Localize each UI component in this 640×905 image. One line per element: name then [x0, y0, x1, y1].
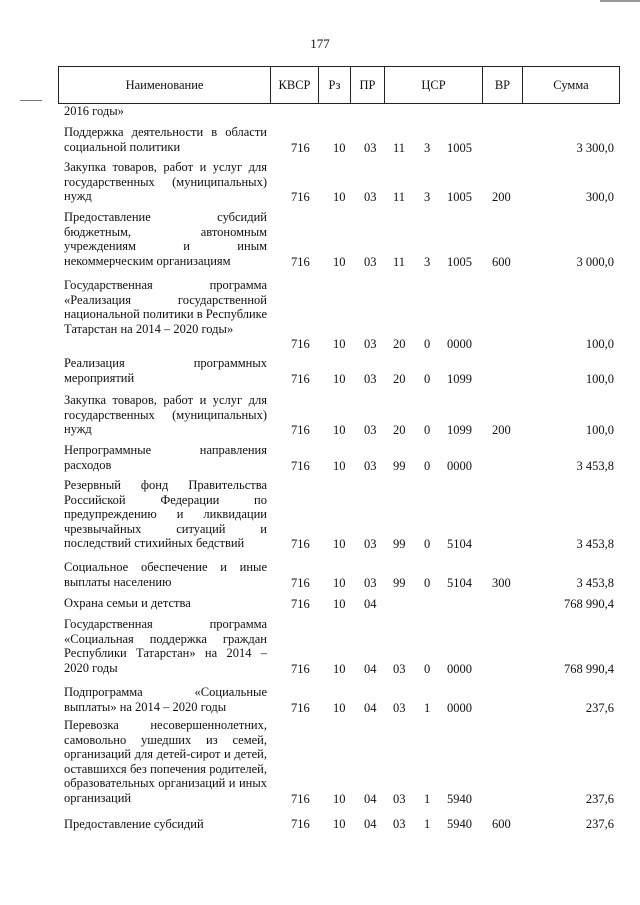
- header-vr: ВР: [483, 67, 523, 103]
- cell-sum: 3 000,0: [576, 254, 614, 269]
- cell-vr: 200: [492, 423, 511, 438]
- row-name: Государственная программа «Социальная поддержка граждан Республики Татарстан» на 2014 – 2020 годы: [64, 617, 267, 675]
- cell-sum: 3 453,8: [576, 458, 614, 473]
- cell-sum: 100,0: [585, 371, 614, 386]
- cell-pr: 04: [364, 817, 377, 831]
- cell-vr: 200: [492, 190, 511, 205]
- header-rz: Рз: [319, 67, 351, 103]
- header-csr: ЦСР: [385, 67, 483, 103]
- row-name: Закупка товаров, работ и услуг для государственных (муниципальных) нужд: [64, 393, 267, 437]
- cell-kvsr: 716: [291, 537, 310, 552]
- cell-kvsr: 716: [291, 458, 310, 473]
- cell-c2: 1: [424, 792, 431, 806]
- cell-c3: 0000: [447, 661, 472, 676]
- cell-c2: 0: [424, 458, 431, 473]
- cell-c2: 1: [424, 817, 431, 831]
- row-name: Предоставление субсидий: [64, 817, 204, 831]
- cell-kvsr: 716: [291, 190, 310, 205]
- cell-c2: 3: [424, 190, 431, 205]
- cell-c1: 11: [393, 140, 406, 155]
- cell-c2: 0: [424, 371, 431, 386]
- cell-sum: 237,6: [585, 700, 614, 715]
- cell-c3: 5104: [447, 575, 472, 590]
- cell-rz: 10: [333, 817, 346, 831]
- cell-kvsr: 716: [291, 575, 310, 590]
- cell-kvsr: 716: [291, 661, 310, 676]
- cell-c2: 0: [424, 423, 431, 438]
- cell-pr: 03: [364, 458, 377, 473]
- cell-c3: 1005: [447, 254, 472, 269]
- cell-c1: 99: [393, 537, 406, 552]
- cell-sum: 100,0: [585, 423, 614, 438]
- cell-c2: 3: [424, 140, 431, 155]
- row-name: 2016 годы»: [64, 104, 124, 118]
- cell-c1: 99: [393, 458, 406, 473]
- row-name: Резервный фонд Правительства Российской Федерации по предупреждению и ликвидации чрезвычайных ситуаций и последствий стихийных бедствий: [64, 478, 267, 551]
- row-name: Закупка товаров, работ и услуг для государственных (муниципальных) нужд: [64, 160, 267, 204]
- cell-c3: 1099: [447, 423, 472, 438]
- cell-rz: 10: [333, 700, 346, 715]
- row-name: Непрограммные направления расходов: [64, 443, 267, 472]
- cell-kvsr: 716: [291, 700, 310, 715]
- row-name: Государственная программа «Реализация государственной национальной политики в Республике Татарстан на 2014 – 2020 годы»: [64, 278, 267, 336]
- cell-rz: 10: [333, 337, 346, 352]
- cell-pr: 04: [364, 661, 377, 676]
- cell-c2: 0: [424, 537, 431, 552]
- row-name: Охрана семьи и детства: [64, 596, 191, 610]
- cell-sum: 3 453,8: [576, 537, 614, 552]
- cell-sum: 768 990,4: [564, 661, 614, 676]
- cell-c2: 3: [424, 254, 431, 269]
- row-name: Реализация программных мероприятий: [64, 356, 267, 385]
- cell-sum: 300,0: [585, 190, 614, 205]
- cell-kvsr: 716: [291, 423, 310, 438]
- cell-pr: 04: [364, 792, 377, 806]
- cell-c1: 11: [393, 190, 406, 205]
- row-name: Перевозка несовершеннолетних, самовольно ушедших из семей, организаций для детей-сирот и детей, оставшихся без попечения родителей, образовательных организаций и иных организаций: [64, 718, 267, 805]
- margin-mark: [20, 100, 42, 101]
- cell-c1: 11: [393, 254, 406, 269]
- cell-rz: 10: [333, 423, 346, 438]
- cell-rz: 10: [333, 371, 346, 386]
- cell-rz: 10: [333, 140, 346, 155]
- cell-pr: 03: [364, 371, 377, 386]
- row-name: Подпрограмма «Социальные выплаты» на 2014 – 2020 годы: [64, 685, 267, 714]
- cell-c3: 5940: [447, 817, 472, 831]
- cell-c3: 5940: [447, 792, 472, 806]
- table-header: [58, 66, 620, 104]
- cell-c1: 20: [393, 337, 406, 352]
- cell-pr: 03: [364, 337, 377, 352]
- cell-c1: 20: [393, 423, 406, 438]
- cell-pr: 04: [364, 597, 377, 611]
- cell-rz: 10: [333, 597, 346, 611]
- cell-c2: 0: [424, 575, 431, 590]
- cell-kvsr: 716: [291, 337, 310, 352]
- cell-pr: 03: [364, 537, 377, 552]
- cell-c3: 1099: [447, 371, 472, 386]
- cell-c3: 5104: [447, 537, 472, 552]
- cell-c3: 0000: [447, 700, 472, 715]
- cell-rz: 10: [333, 458, 346, 473]
- corner-mark: [600, 0, 640, 2]
- header-pr: ПР: [351, 67, 385, 103]
- cell-rz: 10: [333, 190, 346, 205]
- cell-sum: 100,0: [585, 337, 614, 352]
- cell-c2: 1: [424, 700, 431, 715]
- cell-sum: 3 453,8: [576, 575, 614, 590]
- cell-kvsr: 716: [291, 371, 310, 386]
- cell-sum: 237,6: [585, 817, 614, 831]
- cell-pr: 04: [364, 700, 377, 715]
- cell-pr: 03: [364, 423, 377, 438]
- row-name: Предоставление субсидий бюджетным, автономным учреждениям и иным некоммерческим организациям: [64, 210, 267, 268]
- cell-c3: 1005: [447, 190, 472, 205]
- cell-kvsr: 716: [291, 817, 310, 831]
- cell-c1: 03: [393, 792, 406, 806]
- cell-c1: 03: [393, 661, 406, 676]
- row-name: Поддержка деятельности в области социальной политики: [64, 125, 267, 154]
- cell-rz: 10: [333, 254, 346, 269]
- header-kvsr: КВСР: [271, 67, 319, 103]
- cell-kvsr: 716: [291, 140, 310, 155]
- cell-c1: 20: [393, 371, 406, 386]
- cell-c2: 0: [424, 337, 431, 352]
- cell-vr: 300: [492, 575, 511, 590]
- cell-kvsr: 716: [291, 792, 310, 806]
- cell-c3: 0000: [447, 458, 472, 473]
- cell-pr: 03: [364, 254, 377, 269]
- cell-sum: 3 300,0: [576, 140, 614, 155]
- cell-rz: 10: [333, 792, 346, 806]
- cell-rz: 10: [333, 575, 346, 590]
- cell-pr: 03: [364, 140, 377, 155]
- cell-c3: 1005: [447, 140, 472, 155]
- cell-kvsr: 716: [291, 254, 310, 269]
- cell-sum: 768 990,4: [564, 597, 614, 611]
- header-sum: Сумма: [553, 78, 589, 92]
- cell-c2: 0: [424, 661, 431, 676]
- cell-rz: 10: [333, 661, 346, 676]
- cell-c1: 99: [393, 575, 406, 590]
- page-number: 177: [310, 36, 330, 51]
- header-name: Наименование: [59, 67, 271, 103]
- cell-c1: 03: [393, 700, 406, 715]
- cell-vr: 600: [492, 254, 511, 269]
- row-name: Социальное обеспечение и иные выплаты населению: [64, 560, 267, 589]
- cell-sum: 237,6: [585, 792, 614, 806]
- cell-c3: 0000: [447, 337, 472, 352]
- cell-pr: 03: [364, 190, 377, 205]
- cell-c1: 03: [393, 817, 406, 831]
- cell-pr: 03: [364, 575, 377, 590]
- cell-vr: 600: [492, 817, 511, 831]
- cell-kvsr: 716: [291, 597, 310, 611]
- cell-rz: 10: [333, 537, 346, 552]
